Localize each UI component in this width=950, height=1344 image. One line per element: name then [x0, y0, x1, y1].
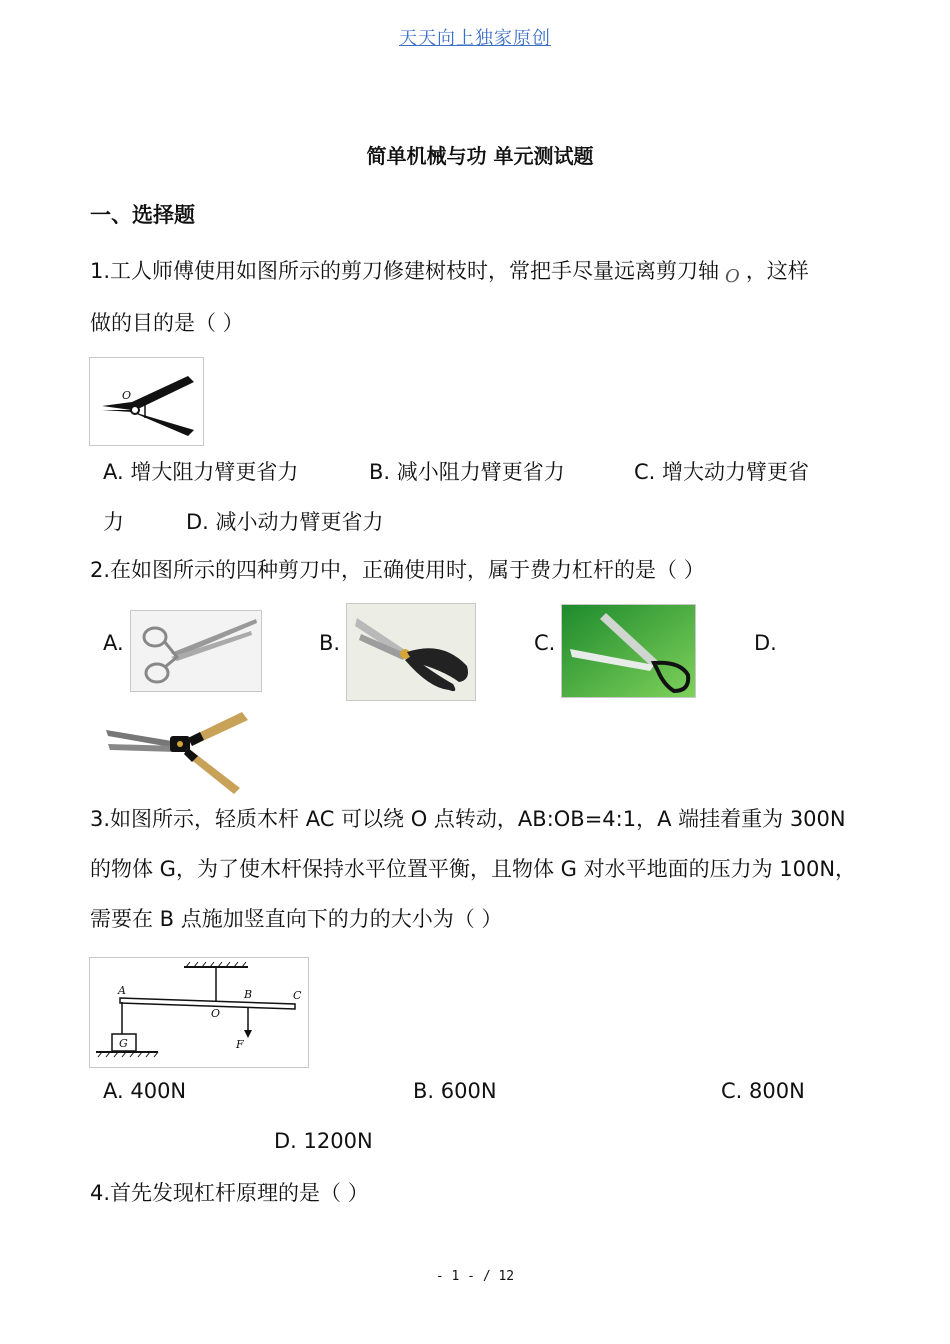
scissors-d-drawing	[104, 706, 252, 798]
question-3-line-2: 的物体 G，为了使木杆保持水平位置平衡，且物体 G 对水平地面的压力为 100N，	[90, 857, 857, 881]
scissors-b-figure	[346, 603, 476, 701]
question-3	[90, 794, 880, 944]
lever-label-g: G	[119, 1037, 128, 1050]
scissors-a-figure	[130, 610, 262, 692]
q2-option-b[interactable]: B.	[319, 631, 341, 655]
pliers-pivot-label: O	[122, 389, 132, 402]
question-1-text-a: 1.工人师傅使用如图所示的剪刀修建树枝时，常把手尽量远离剪刀轴	[90, 259, 720, 283]
q1-option-a[interactable]: A. 增大阻力臂更省力	[103, 460, 299, 484]
question-1-line-1	[90, 246, 880, 298]
section-heading: 一、选择题	[90, 203, 195, 227]
q3-option-a[interactable]: A. 400N	[103, 1079, 187, 1103]
q3-option-c[interactable]: C. 800N	[721, 1079, 805, 1103]
q3-option-d[interactable]: D. 1200N	[274, 1129, 373, 1153]
header-link[interactable]: 天天向上独家原创	[399, 28, 551, 49]
question-1-text-b: ，这样	[745, 259, 809, 283]
pliers-drawing	[90, 358, 203, 445]
question-2: 2.在如图所示的四种剪刀中，正确使用时，属于费力杠杆的是（ ）	[90, 558, 705, 582]
question-3-line-3: 需要在 B 点施加竖直向下的力的大小为（ ）	[90, 907, 503, 931]
scissors-c-figure	[561, 604, 696, 698]
q1-option-d[interactable]: D. 减小动力臂更省力	[186, 510, 384, 534]
lever-label-a: A	[118, 984, 126, 997]
question-1	[90, 246, 880, 348]
lever-figure	[89, 957, 309, 1068]
lever-label-o: O	[211, 1007, 221, 1020]
question-4: 4.首先发现杠杆原理的是（ ）	[90, 1181, 369, 1205]
document-title: 简单机械与功 单元测试题	[366, 144, 594, 168]
q1-option-c-continued: 力	[103, 510, 124, 534]
pivot-symbol: O	[725, 266, 740, 287]
q3-option-b[interactable]: B. 600N	[413, 1079, 497, 1103]
q1-option-c[interactable]: C. 增大动力臂更省	[634, 460, 810, 484]
lever-label-b: B	[244, 988, 253, 1001]
lever-diagram	[90, 958, 308, 1067]
q2-option-d[interactable]: D.	[754, 631, 777, 655]
scissors-d-figure	[104, 706, 252, 798]
lever-label-c: C	[293, 989, 302, 1002]
pliers-figure	[89, 357, 204, 446]
scissors-b-drawing	[347, 604, 475, 700]
page-number: - 1 - / 12	[435, 1269, 515, 1284]
question-3-line-1: 3.如图所示，轻质木杆 AC 可以绕 O 点转动，AB:OB=4:1，A 端挂着重为 300N	[90, 807, 846, 831]
q2-option-a[interactable]: A.	[103, 631, 124, 655]
lever-label-f: F	[236, 1038, 244, 1051]
question-1-line-2: 做的目的是（ ）	[90, 311, 244, 335]
q1-option-b[interactable]: B. 减小阻力臂更省力	[369, 460, 565, 484]
scissors-c-drawing	[562, 605, 695, 697]
scissors-a-drawing	[131, 611, 261, 691]
q2-option-c[interactable]: C.	[534, 631, 556, 655]
